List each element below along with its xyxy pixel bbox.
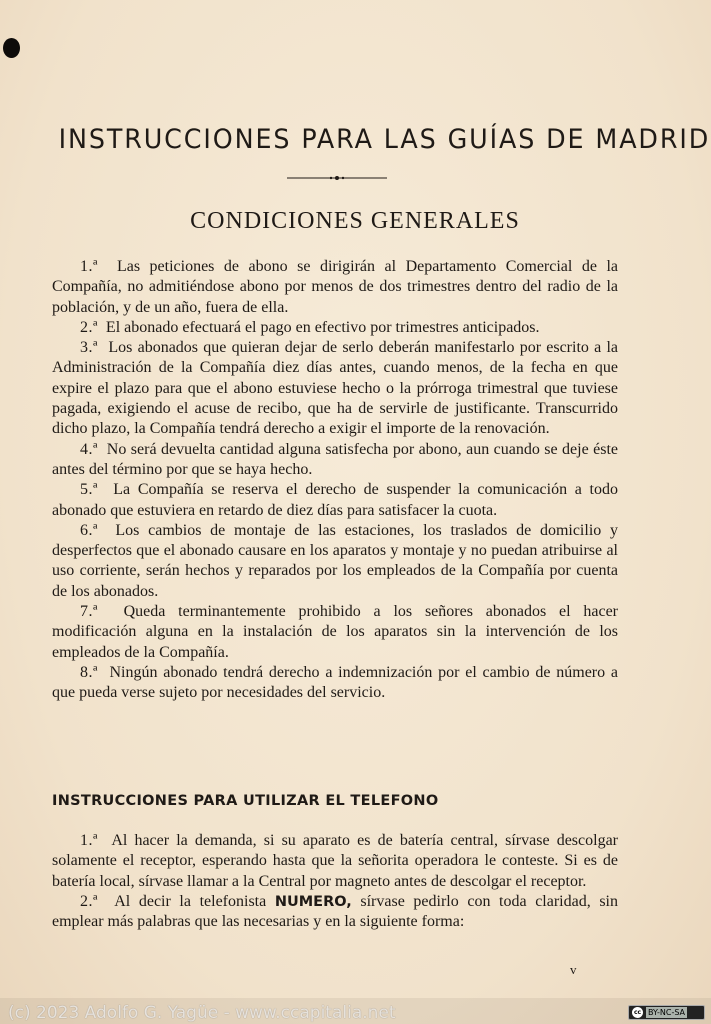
condition-number: 2.ª: [80, 318, 98, 336]
condition-text: Los cambios de montaje de las estaciones, los traslados de domicilio y desperfectos que el abonado causare en los aparatos y montaje y no puedan atribuirse al uso corriente, serán hechos y reparados por los empleados de la Compañía por cuenta de los abonados.: [52, 521, 619, 600]
instruction-text: sírvase pedirlo con toda claridad, sin emplear más palabras que las necesarias y en la siguiente forma:: [52, 892, 619, 931]
condition-6: [52, 521, 618, 602]
punch-hole: [3, 38, 20, 58]
condition-number: 8.ª: [80, 663, 98, 681]
instruction-2: [52, 892, 618, 933]
condition-text: Ningún abonado tendrá derecho a indemnización por el cambio de número a que pueda verse sujeto por necesidades del servicio.: [52, 663, 618, 702]
condition-2: [52, 318, 618, 338]
condition-text: Las peticiones de abono se dirigirán al Departamento Comercial de la Compañía, no admitiéndose abono por menos de dos trimestres dentro del radio de la población, y de un año, fuera de ella.: [52, 258, 619, 316]
instructions-list: [52, 831, 618, 932]
condition-number: 1.ª: [80, 258, 98, 275]
page-title: INSTRUCCIONES PARA LAS GUÍAS DE MADRID: [58, 124, 711, 155]
section-title-conditions: CONDICIONES GENERALES: [190, 208, 520, 234]
condition-4: [52, 440, 618, 481]
license-label: BY-NC-SA: [648, 1008, 686, 1017]
condition-text: Queda terminantemente prohibido a los señores abonados el hacer modificación alguna en la instalación de los aparatos sin la intervención de los empleados de la Compañía.: [52, 603, 619, 661]
condition-number: 3.ª: [80, 339, 98, 357]
instruction-1: [52, 831, 618, 892]
ornament-divider-icon: [287, 173, 387, 183]
condition-3: [52, 338, 618, 439]
page-number: v: [570, 962, 577, 977]
condition-text: Los abonados que quieran dejar de serlo deberán manifestarlo por escrito a la Administración de la Compañía diez días antes, cuando menos, de la fecha en que expire el plazo para que el abono estuviese hecho o la prórroga trimestral que tuviese pagada, exigiendo el acuse de recibo, que ha de servirle de justificante. Transcurrido dicho plazo, la Compañía tendrá derecho a exigir el importe de la renovación.: [52, 339, 618, 438]
license-badge: [628, 1005, 705, 1020]
condition-8: [52, 663, 618, 704]
condition-number: 5.ª: [80, 481, 98, 499]
condition-7: [52, 602, 618, 663]
condition-number: 4.ª: [80, 440, 98, 458]
section-title-instructions: INSTRUCCIONES PARA UTILIZAR EL TELEFONO: [52, 793, 439, 809]
condition-1: [52, 257, 618, 318]
conditions-list: [52, 257, 618, 704]
condition-text: El abonado efectuará el pago en efectivo por trimestres anticipados.: [105, 318, 540, 336]
instruction-text: Al decir la telefonista: [114, 892, 275, 910]
condition-text: No será devuelta cantidad alguna satisfecha por abono, aun cuando se deje éste antes del término por que se haya hecho.: [52, 440, 619, 478]
condition-number: 7.ª: [80, 603, 98, 621]
condition-5: [52, 480, 618, 521]
instruction-number: 2.ª: [80, 892, 98, 910]
instruction-number: 1.ª: [80, 832, 98, 849]
instruction-text: Al hacer la demanda, si su aparato es de batería central, sírvase descolgar solamente el receptor, esperando hasta que la señorita operadora le conteste. Si es de batería local, sírvase llamar a la Central por magneto antes de descolgar el receptor.: [52, 832, 618, 890]
condition-number: 6.ª: [80, 521, 98, 539]
condition-text: La Compañía se reserva el derecho de suspender la comunicación a todo abonado que estuviera en retardo de diez días para satisfacer la cuota.: [52, 481, 618, 519]
copyright-watermark: (c) 2023 Adolfo G. Yagüe - www.ccapitalia.net: [8, 1003, 396, 1023]
instruction-keyword: NUMERO,: [274, 893, 352, 910]
cc-icon: cc: [633, 1009, 642, 1016]
